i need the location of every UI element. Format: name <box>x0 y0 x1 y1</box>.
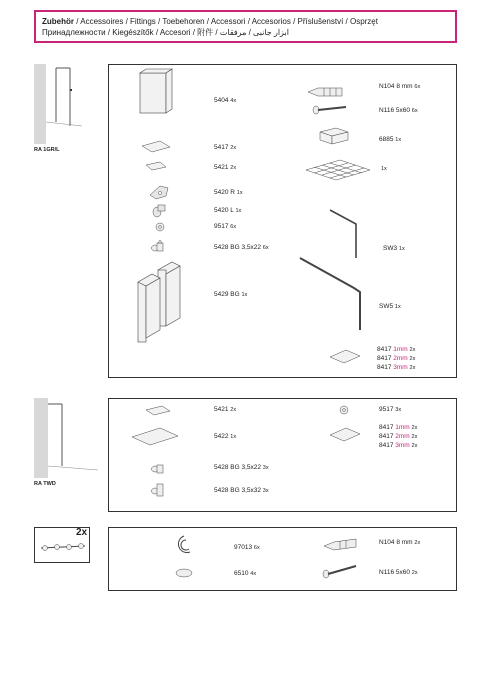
shim-label: 8417 3mm 2x <box>377 364 416 371</box>
part-label: 5421 2x <box>214 406 237 413</box>
part-label: 5420 R 1x <box>214 189 243 196</box>
part-label: 9517 6x <box>214 223 237 230</box>
header-line-1: Zubehör / Accessoires / Fittings / Toebehoren / Accessori / Accesorios / Příslušenství / Osprzęt <box>42 17 378 26</box>
shim-label: 8417 2mm 2x <box>377 355 416 362</box>
part-label: N116 5x60 6x <box>379 107 418 114</box>
part-label: SW3 1x <box>383 245 405 252</box>
part-label: 5428 BG 3,5x22 6x <box>214 244 269 251</box>
part-label: 5429 BG 1x <box>214 291 248 298</box>
model-label: RA TWD <box>34 481 56 487</box>
part-label: 5428 BG 3,5x22 3x <box>214 464 269 471</box>
model-label: RA 1GR/L <box>34 147 60 153</box>
part-label: 9517 3x <box>379 406 402 413</box>
part-label: 5420 L 1x <box>214 207 242 214</box>
part-label: 5404 4x <box>214 97 237 104</box>
part-label: N104 8 mm 6x <box>379 83 421 90</box>
part-label: 6510 4x <box>234 570 257 577</box>
part-label: 1x <box>381 166 387 172</box>
part-label: N116 5x60 2x <box>379 569 418 576</box>
cap-icon <box>176 569 192 577</box>
shim-label: 8417 3mm 2x <box>379 442 418 449</box>
quantity-badge: 2x <box>76 527 88 538</box>
wall-dowel-icon <box>324 539 356 550</box>
part-label: 5417 2x <box>214 144 237 151</box>
header-line-2: Принадлежности / Kiegészítők / Accesori / 附件 / ابزار جانبی / مرفقات <box>42 28 289 37</box>
part-label: 5428 BG 3,5x32 3x <box>214 487 269 494</box>
part-label: 5422 1x <box>214 433 237 440</box>
part-label: 97013 6x <box>234 544 260 551</box>
part-label: 6885 1x <box>379 136 402 143</box>
long-screw-icon <box>323 566 356 578</box>
shim-label: 8417 1mm 2x <box>377 346 416 353</box>
shim-label: 8417 1mm 2x <box>379 424 418 431</box>
part-label: N104 8 mm 2x <box>379 539 421 546</box>
part-label: 5421 2x <box>214 164 237 171</box>
part-label: SW5 1x <box>379 303 401 310</box>
shim-label: 8417 2mm 2x <box>379 433 418 440</box>
clip-ring-icon <box>178 536 190 553</box>
